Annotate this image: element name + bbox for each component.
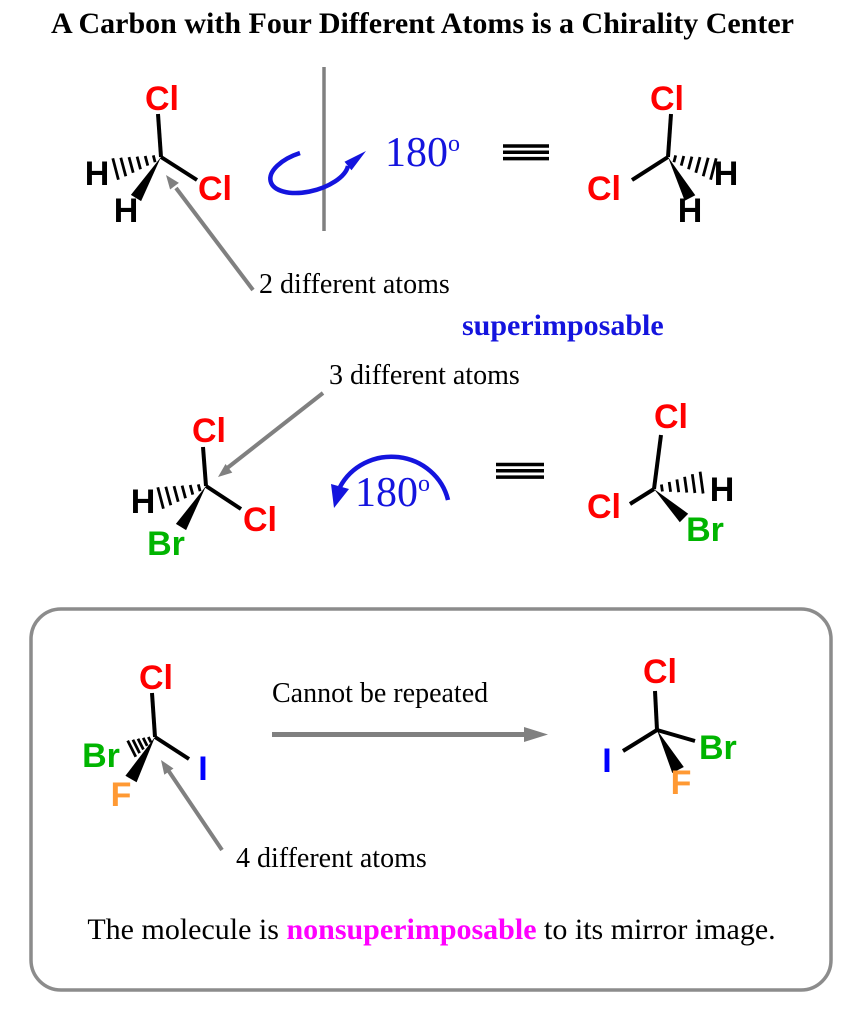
bond-up xyxy=(203,447,206,486)
atom-label-cl-top: Cl xyxy=(654,398,688,436)
atom-label-h-left: H xyxy=(130,483,156,521)
rotation-arrowhead xyxy=(331,484,349,508)
bond-right xyxy=(206,486,241,509)
rotation-angle: 180 xyxy=(355,470,418,516)
molecule-cbrclfi-right xyxy=(602,653,737,802)
bond-right xyxy=(155,737,189,759)
cannot-be-repeated-label: Cannot be repeated xyxy=(272,678,489,709)
atom-label-f-bottom: F xyxy=(110,776,132,814)
molecule-cbrclfi-left xyxy=(82,659,208,814)
equivalence-sign-row1 xyxy=(503,146,549,159)
equivalence-sign-row2 xyxy=(496,465,544,478)
pointer-arrow-3atoms xyxy=(218,393,323,477)
conclusion-text xyxy=(30,913,833,947)
hash-wedge-bond xyxy=(661,472,703,494)
conclusion-prefix: The molecule is xyxy=(87,913,287,946)
superimposable-label: superimposable xyxy=(462,309,664,342)
molecule-ch2cl2-right xyxy=(587,80,738,230)
rotation-arc xyxy=(270,153,348,193)
atom-label-cl-top: Cl xyxy=(192,412,226,450)
bond-up xyxy=(655,691,657,730)
atom-label-h-bottom: H xyxy=(677,192,703,230)
conclusion-highlight: nonsuperimposable xyxy=(286,913,537,946)
atom-label-br-right: Br xyxy=(699,729,737,767)
note-2-different-atoms: 2 different atoms xyxy=(259,269,450,300)
atom-label-h-bottom: H xyxy=(113,192,139,230)
molecule-chbrcl2-right xyxy=(587,398,734,549)
bond-up xyxy=(158,114,161,157)
rotation-arrow-row1 xyxy=(270,151,366,193)
bond-up xyxy=(654,435,661,489)
molecule-chbrcl2-left xyxy=(131,412,277,563)
rotation-degree-sup: o xyxy=(418,471,430,497)
rotation-label-row1 xyxy=(385,132,460,174)
atom-label-cl-top: Cl xyxy=(650,80,684,118)
molecule-ch2cl2-left xyxy=(85,80,232,230)
atom-label-cl-top: Cl xyxy=(145,80,179,118)
atom-label-i-right: I xyxy=(198,750,208,788)
pointer-arrow-4atoms xyxy=(161,760,222,850)
atom-label-cl-left: Cl xyxy=(587,488,621,526)
rotation-label-row2 xyxy=(355,472,430,514)
bond-up xyxy=(152,693,155,737)
atom-label-i-left: I xyxy=(602,742,612,780)
bond-left xyxy=(630,489,654,504)
bond-left xyxy=(632,157,668,180)
atom-label-cl-top: Cl xyxy=(139,659,173,697)
cannot-repeat-arrow xyxy=(272,727,548,742)
rotation-degree-sup: o xyxy=(448,131,460,157)
atom-label-cl-top: Cl xyxy=(643,653,677,691)
solid-wedge-bond xyxy=(654,489,688,522)
atom-label-f-bottom: F xyxy=(670,764,692,802)
atom-label-cl-right: Cl xyxy=(243,501,277,539)
bond-left xyxy=(623,730,657,751)
arrowhead xyxy=(524,727,548,742)
bond-up xyxy=(668,114,671,157)
note-3-different-atoms: 3 different atoms xyxy=(329,360,520,391)
atom-label-h-left: H xyxy=(84,155,110,193)
atom-label-br-bottom: Br xyxy=(147,525,185,563)
note-4-different-atoms: 4 different atoms xyxy=(236,843,427,874)
page-title: A Carbon with Four Different Atoms is a Chirality Center xyxy=(51,7,794,40)
atom-label-br-bottom: Br xyxy=(686,511,724,549)
conclusion-suffix: to its mirror image. xyxy=(536,913,776,946)
atom-label-h-right: H xyxy=(709,471,735,509)
atom-label-cl-right: Cl xyxy=(198,170,232,208)
atom-label-cl-left: Cl xyxy=(587,170,621,208)
rotation-angle: 180 xyxy=(385,130,448,176)
bond-right xyxy=(161,157,197,180)
atom-label-br-left: Br xyxy=(82,737,120,775)
atom-label-h-right: H xyxy=(713,155,739,193)
